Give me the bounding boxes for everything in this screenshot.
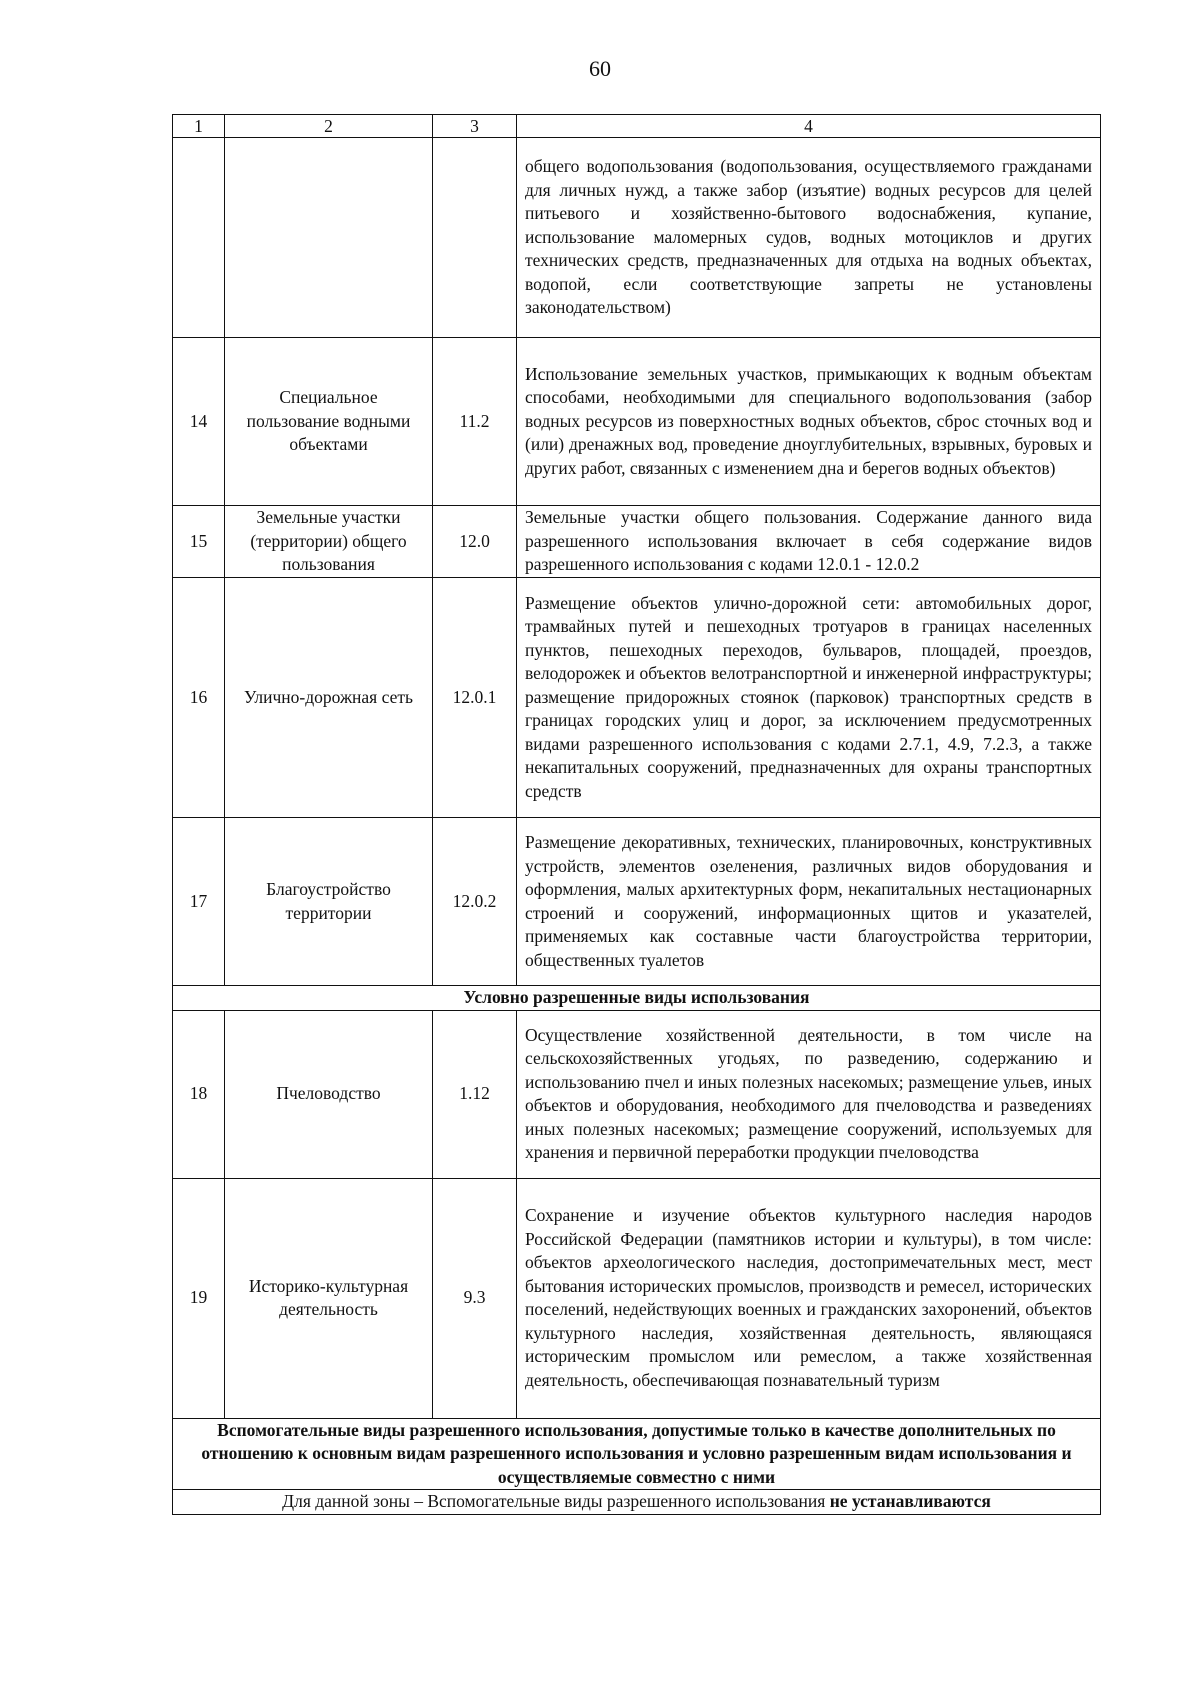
- table-row: [173, 1010, 1101, 1178]
- cell-name: Пчеловодство: [225, 1010, 433, 1178]
- section-title-auxiliary: Вспомогательные виды разрешенного использования, допустимые только в качестве дополнительных по отношению к основным видам разрешенного использования и условно разрешенным видам использования и осуществляемые совместно с ними: [173, 1418, 1101, 1490]
- auxiliary-note-emphasis: не устанавливаются: [829, 1491, 991, 1511]
- cell-code: 1.12: [433, 1010, 517, 1178]
- column-header: 2: [225, 115, 433, 138]
- cell-description: Использование земельных участков, примыкающих к водным объектам способами, необходимыми для специального водопользования (забор водных ресурсов из поверхностных водных объектов, сброс сточных вод и (или) дренажных вод, проведение дноуглубительных, взрывных, буровых и других работ, связанных с изменением дна и берегов водных объектов): [517, 338, 1101, 506]
- section-row: [173, 1418, 1101, 1490]
- cell-num: 17: [173, 818, 225, 986]
- table-row: [173, 818, 1101, 986]
- cell-description: Земельные участки общего пользования. Содержание данного вида разрешенного использования включает в себя содержание видов разрешенного использования с кодами 12.0.1 - 12.0.2: [517, 506, 1101, 578]
- cell-name: [225, 138, 433, 338]
- note-row: [173, 1490, 1101, 1515]
- auxiliary-note: [173, 1490, 1101, 1515]
- cell-code: 9.3: [433, 1178, 517, 1418]
- cell-name: Улично-дорожная сеть: [225, 578, 433, 818]
- cell-num: 19: [173, 1178, 225, 1418]
- table-row: [173, 506, 1101, 578]
- cell-num: [173, 138, 225, 338]
- cell-description: общего водопользования (водопользования, осуществляемого гражданами для личных нужд, а также забор (изъятие) водных ресурсов для целей питьевого и хозяйственно-бытового водоснабжения, купание, использование маломерных судов, водных мотоциклов и других технических средств, предназначенных для отдыха на водных объектах, водопой, если соответствующие запреты не установлены законодательством): [517, 138, 1101, 338]
- column-header: 3: [433, 115, 517, 138]
- cell-code: 12.0.2: [433, 818, 517, 986]
- cell-name: Историко-культурная деятельность: [225, 1178, 433, 1418]
- cell-code: 12.0: [433, 506, 517, 578]
- cell-num: 14: [173, 338, 225, 506]
- cell-code: 12.0.1: [433, 578, 517, 818]
- table-header-row: [173, 115, 1101, 138]
- cell-description: Сохранение и изучение объектов культурного наследия народов Российской Федерации (памятников истории и культуры), в том числе: объектов археологического наследия, достопримечательных мест, мест бытования исторических промыслов, производств и ремесел, исторических поселений, недействующих военных и гражданских захоронений, объектов культурного наследия, хозяйственная деятельность, являющаяся историческим промыслом или ремеслом, а также хозяйственная деятельность, обеспечивающая познавательный туризм: [517, 1178, 1101, 1418]
- cell-name: Благоустройство территории: [225, 818, 433, 986]
- cell-num: 18: [173, 1010, 225, 1178]
- table-row: [173, 1178, 1101, 1418]
- cell-code: 11.2: [433, 338, 517, 506]
- section-title-conditional: Условно разрешенные виды использования: [173, 986, 1101, 1011]
- cell-description: Размещение декоративных, технических, планировочных, конструктивных устройств, элементов озеленения, различных видов оборудования и оформления, малых архитектурных форм, некапитальных нестационарных строений и сооружений, информационных щитов и указателей, применяемых как составные части благоустройства территории, общественных туалетов: [517, 818, 1101, 986]
- table-row: [173, 578, 1101, 818]
- cell-description: Размещение объектов улично-дорожной сети: автомобильных дорог, трамвайных путей и пешеходных тротуаров в границах населенных пунктов, пешеходных переходов, бульваров, площадей, проездов, велодорожек и объектов велотранспортной и инженерной инфраструктуры; размещение придорожных стоянок (парковок) транспортных средств в границах городских улиц и дорог, за исключением предусмотренных видами разрешенного использования с кодами 2.7.1, 4.9, 7.2.3, а также некапитальных сооружений, предназначенных для охраны транспортных средств: [517, 578, 1101, 818]
- section-row: [173, 986, 1101, 1011]
- table-row: [173, 338, 1101, 506]
- cell-name: Земельные участки (территории) общего пользования: [225, 506, 433, 578]
- land-use-table: [172, 114, 1101, 1515]
- page-number: 60: [589, 56, 611, 81]
- cell-name: Специальное пользование водными объектами: [225, 338, 433, 506]
- column-header: 1: [173, 115, 225, 138]
- cell-num: 15: [173, 506, 225, 578]
- auxiliary-note-text: Для данной зоны – Вспомогательные виды разрешенного использования: [282, 1491, 830, 1511]
- cell-description: Осуществление хозяйственной деятельности, в том числе на сельскохозяйственных угодьях, по разведению, содержанию и использованию пчел и иных полезных насекомых; размещение ульев, иных объектов и оборудования, необходимого для пчеловодства и разведениях иных полезных насекомых; размещение сооружений, используемых для хранения и первичной переработки продукции пчеловодства: [517, 1010, 1101, 1178]
- table-row-continuation: [173, 138, 1101, 338]
- cell-num: 16: [173, 578, 225, 818]
- cell-code: [433, 138, 517, 338]
- column-header: 4: [517, 115, 1101, 138]
